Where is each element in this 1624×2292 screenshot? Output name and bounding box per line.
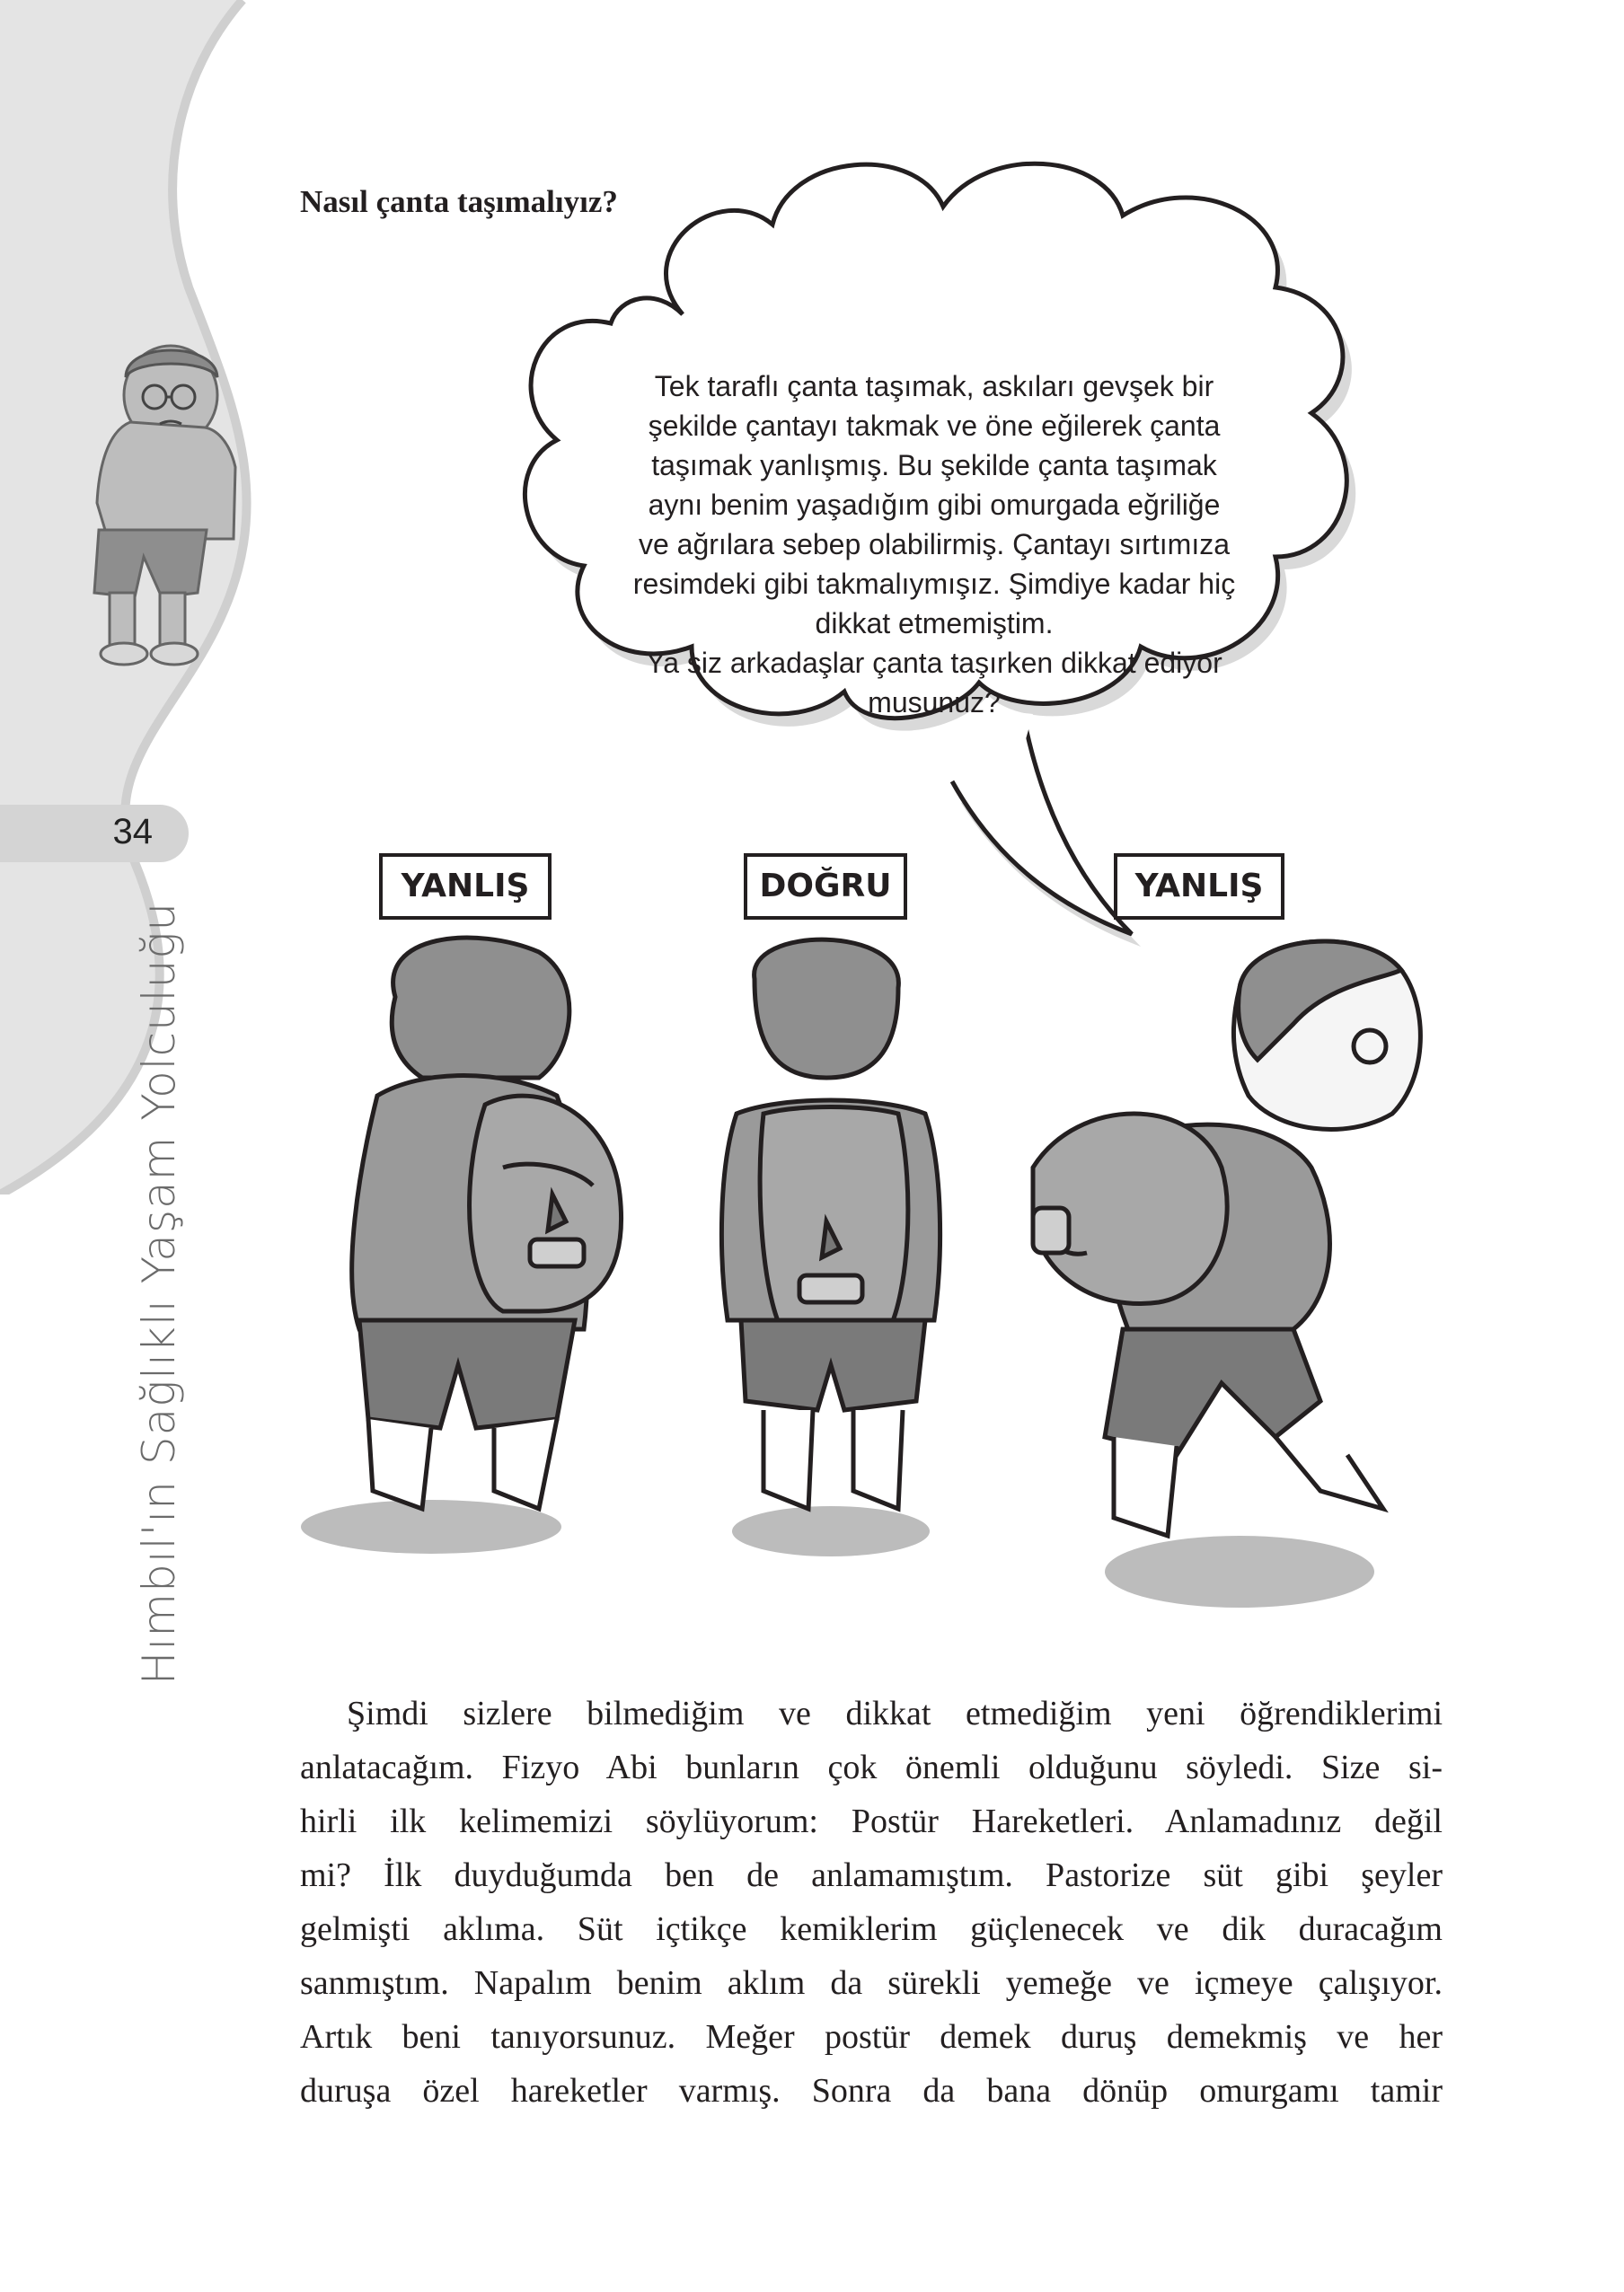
book-title-vertical: Hımbıl'ın Sağlıklı Yaşam Yolculuğu — [133, 901, 185, 1686]
boy-correct-posture — [721, 939, 940, 1556]
body-line: Artık beni tanıyorsunuz. Meğer postür demek duruş demekmiş ve her — [300, 2018, 1443, 2056]
label-correct: DOĞRU — [744, 853, 907, 920]
bubble-line: aynı benim yaşadığım gibi omurgada eğriliğe — [648, 489, 1221, 521]
page-number: 34 — [112, 812, 153, 851]
boy-leaning-forward — [1033, 941, 1420, 1608]
bubble-line: Ya siz arkadaşlar çanta taşırken dikkat ediyor — [646, 647, 1222, 679]
bubble-line: ve ağrılara sebep olabilirmiş. Çantayı sırtımıza — [638, 528, 1231, 560]
body-line: duruşa özel hareketler varmış. Sonra da bana dönüp omurgamı tamir — [300, 2072, 1443, 2110]
body-line: anlatacağım. Fizyo Abi bunların çok önemli olduğunu söyledi. Size si- — [300, 1749, 1443, 1786]
page-heading: Nasıl çanta taşımalıyız? — [300, 184, 618, 219]
bubble-line: resimdeki gibi takmalıymışız. Şimdiye kadar hiç — [632, 568, 1236, 600]
body-line: hirli ilk kelimemizi söylüyorum: Postür Hareketleri. Anlamadınız değil — [300, 1803, 1443, 1840]
boy-one-shoulder-bag — [301, 938, 622, 1554]
body-line: Şimdi sizlere bilmediğim ve dikkat etmediğim yeni öğrendiklerimi — [347, 1695, 1443, 1732]
bubble-line: Tek taraflı çanta taşımak, askıları gevşek bir — [654, 370, 1214, 402]
bubble-line: şekilde çantayı takmak ve öne eğilerek çanta — [648, 410, 1221, 442]
label-wrong-left: YANLIŞ — [379, 853, 552, 920]
bubble-line: musunuz? — [868, 686, 1001, 718]
body-paragraph — [300, 1687, 1443, 2118]
body-line: gelmişti aklıma. Süt içtikçe kemiklerim güçlenecek ve dik duracağım — [300, 1910, 1443, 1948]
bubble-line: dikkat etmemiştim. — [815, 607, 1054, 639]
body-line: mi? İlk duyduğumda ben de anlamamıştım. Pastorize süt gibi şeyler — [300, 1856, 1443, 1894]
bubble-line: taşımak yanlışmış. Bu şekilde çanta taşımak — [651, 449, 1217, 481]
body-line: sanmıştım. Napalım benim aklım da sürekli yemeğe ve içmeye çalışıyor. — [300, 1964, 1443, 2002]
label-wrong-right: YANLIŞ — [1114, 853, 1284, 920]
